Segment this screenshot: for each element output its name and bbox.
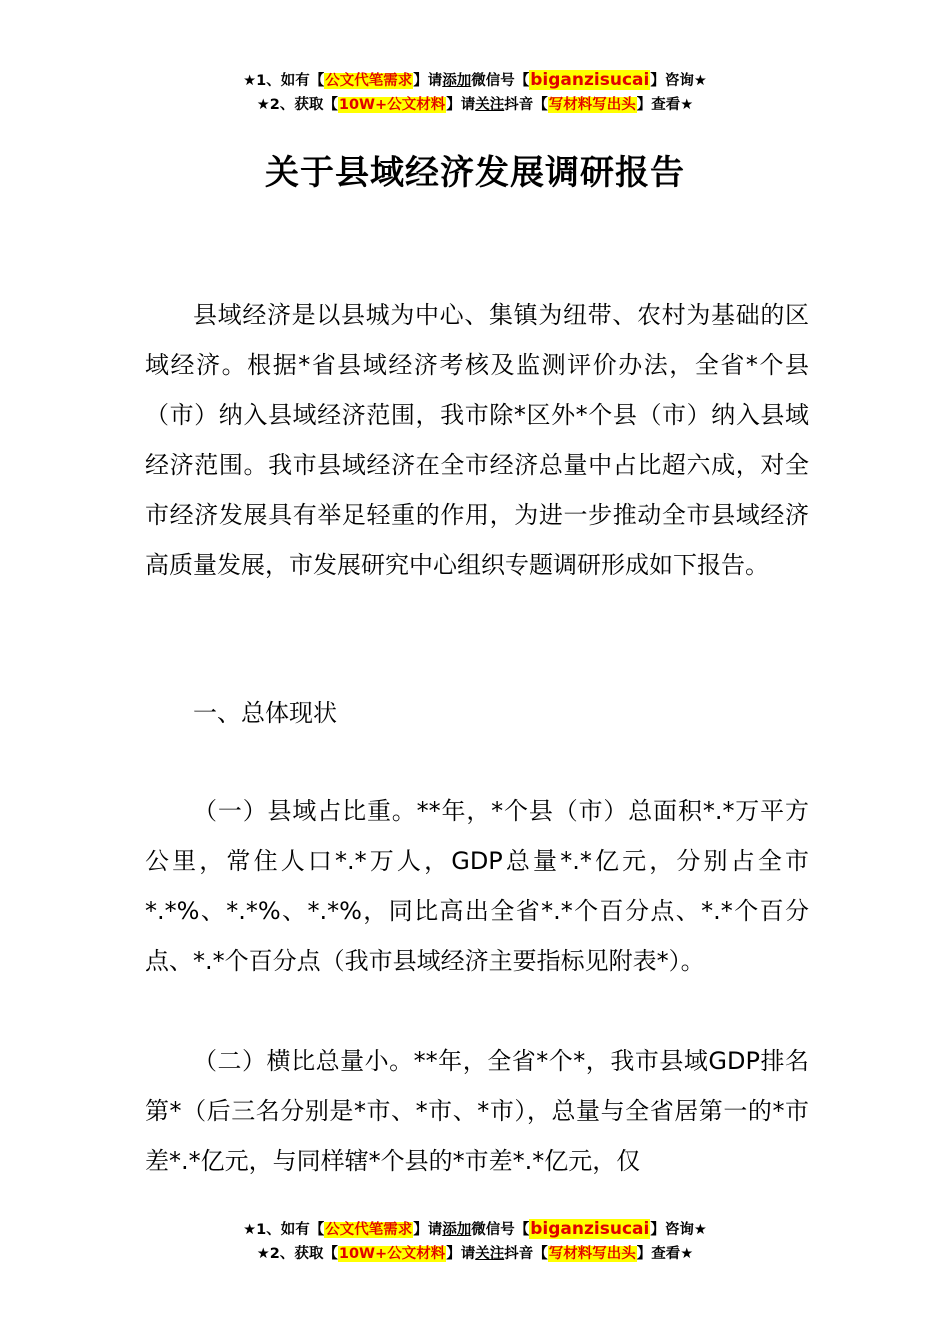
banner-text: ★1、如有【 — [243, 73, 325, 89]
banner-text: 】请 — [413, 73, 443, 89]
banner-text: 】查看★ — [636, 97, 694, 113]
highlight-text: biganzisucai — [530, 70, 650, 90]
heading-text: 一、总体现状 — [193, 699, 337, 727]
banner-text: ★2、获取【 — [256, 97, 338, 113]
highlight-text: 公文代笔需求 — [325, 1222, 413, 1238]
banner-line-2 — [0, 93, 950, 117]
highlight-text: 写材料写出头 — [548, 1246, 636, 1262]
header-banner — [0, 68, 950, 117]
highlight-text: biganzisucai — [530, 1219, 650, 1239]
section-heading-1 — [145, 688, 809, 738]
underlined-text: 关注 — [475, 97, 505, 113]
banner-text: 】咨询★ — [650, 1222, 707, 1238]
highlight-text: 10W+公文材料 — [338, 97, 446, 113]
underlined-text: 关注 — [475, 1246, 505, 1262]
highlight-text: 公文代笔需求 — [325, 73, 413, 89]
banner-text: 】咨询★ — [650, 73, 707, 89]
banner-text: ★2、获取【 — [256, 1246, 338, 1262]
paragraph-text: 县域经济是以县城为中心、集镇为纽带、农村为基础的区域经济。根据*省县域经济考核及监测评价办法，全省*个县（市）纳入县域经济范围，我市除*区外*个县（市）纳入县域经济范围。我市县域经济在全市经济总量中占比超六成，对全市经济发展具有举足轻重的作用，为进一步推动全市县域经济高质量发展，市发展研究中心组织专题调研形成如下报告。 — [145, 301, 809, 579]
banner-text: 微信号【 — [471, 1222, 530, 1238]
banner-text: ★1、如有【 — [243, 1222, 325, 1238]
paragraph-text: （一）县域占比重。**年，*个县（市）总面积*.*万平方公里，常住人口*.*万人，GDP总量*.*亿元，分别占全市*.*%、*.*%、*.*%，同比高出全省*.*个百分点、*.*个百分点、*.*个百分点（我市县域经济主要指标见附表*）。 — [145, 797, 809, 975]
underlined-text: 添加 — [442, 73, 472, 89]
underlined-text: 添加 — [442, 1222, 472, 1238]
body-paragraph-3 — [145, 1036, 809, 1186]
body-paragraph-1 — [145, 290, 809, 590]
banner-text: 】请 — [413, 1222, 443, 1238]
body-paragraph-2 — [145, 786, 809, 986]
banner-text: 抖音【 — [504, 97, 548, 113]
banner-line-1 — [0, 68, 950, 93]
highlight-text: 10W+公文材料 — [338, 1246, 446, 1262]
banner-text: 抖音【 — [504, 1246, 548, 1262]
banner-text: 】请 — [446, 97, 476, 113]
banner-text: 】查看★ — [636, 1246, 694, 1262]
banner-line-1 — [0, 1217, 950, 1242]
banner-text: 】请 — [446, 1246, 476, 1262]
banner-text: 微信号【 — [471, 73, 530, 89]
highlight-text: 写材料写出头 — [548, 97, 636, 113]
footer-banner — [0, 1217, 950, 1266]
document-title: 关于县域经济发展调研报告 — [265, 153, 685, 193]
banner-line-2 — [0, 1242, 950, 1266]
paragraph-text: （二）横比总量小。**年，全省*个*，我市县域GDP排名第*（后三名分别是*市、*市、*市），总量与全省居第一的*市差*.*亿元，与同样辖*个县的*市差*.*亿元，仅 — [145, 1047, 809, 1175]
